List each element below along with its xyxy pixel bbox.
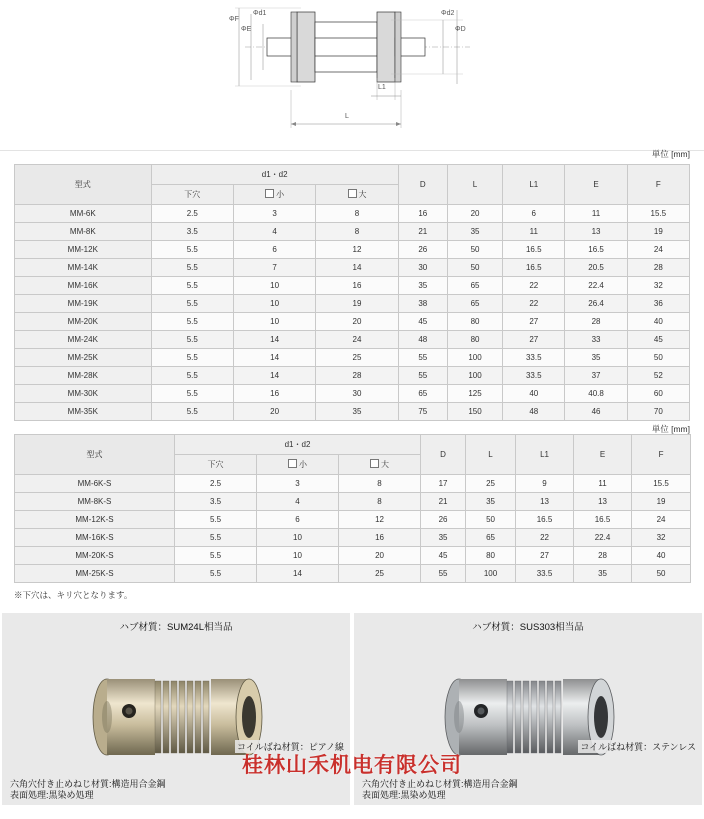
th2-d: D (421, 435, 466, 475)
cell-f: 40 (627, 313, 689, 331)
cell-e: 13 (574, 493, 632, 511)
table-row (15, 493, 691, 511)
cell-model: MM-14K (15, 259, 152, 277)
cell-pilot: 5.5 (151, 403, 233, 421)
left-screw-material-caption: 六角穴付き止めねじ材質:構造用合金鋼 表面処理:黒染め処理 (10, 779, 166, 800)
cell-small: 10 (257, 547, 339, 565)
cell-e: 20.5 (565, 259, 627, 277)
cell-small: 10 (257, 529, 339, 547)
cell-small: 3 (257, 475, 339, 493)
cell-d: 21 (421, 493, 466, 511)
unit-note-top: 単位 [mm] (651, 149, 690, 159)
cell-e: 33 (565, 331, 627, 349)
cell-d: 21 (398, 223, 447, 241)
cell-f: 28 (627, 259, 689, 277)
cell-l: 20 (447, 205, 502, 223)
table-row (15, 277, 690, 295)
th2-l: L (466, 435, 516, 475)
cell-d: 45 (421, 547, 466, 565)
th-bore-small: 小 (233, 185, 315, 205)
cell-f: 70 (627, 403, 689, 421)
dimension-table-standard (14, 164, 690, 421)
cell-d: 55 (421, 565, 466, 583)
cell-pilot: 2.5 (175, 475, 257, 493)
th2-bore-group: d1・d2 (175, 435, 421, 455)
cell-e: 22.4 (565, 277, 627, 295)
table-row (15, 403, 690, 421)
cell-d: 26 (398, 241, 447, 259)
table-row (15, 367, 690, 385)
th-bore-large: 大 (316, 185, 398, 205)
table-row (15, 475, 691, 493)
cell-l1: 9 (516, 475, 574, 493)
cell-l1: 22 (503, 295, 565, 313)
cell-l: 150 (447, 403, 502, 421)
table-row (15, 349, 690, 367)
cell-f: 19 (632, 493, 691, 511)
cell-pilot: 5.5 (175, 565, 257, 583)
cell-f: 52 (627, 367, 689, 385)
cell-l: 80 (447, 331, 502, 349)
cell-f: 32 (632, 529, 691, 547)
cell-d: 35 (421, 529, 466, 547)
coupling-dimension-drawing (205, 0, 505, 145)
cell-l1: 40 (503, 385, 565, 403)
th-f: F (627, 165, 689, 205)
th-l: L (447, 165, 502, 205)
cell-d: 55 (398, 349, 447, 367)
cell-model: MM-12K-S (15, 511, 175, 529)
dim-label-L: L (345, 113, 349, 120)
cell-e: 16.5 (565, 241, 627, 259)
cell-model: MM-19K (15, 295, 152, 313)
cell-d: 16 (398, 205, 447, 223)
cell-l1: 33.5 (503, 367, 565, 385)
watermark-company-name: 桂林山禾机电有限公司 (242, 754, 462, 777)
cell-d: 55 (398, 367, 447, 385)
product-photo-row (0, 613, 704, 805)
cell-e: 28 (574, 547, 632, 565)
cell-model: MM-20K (15, 313, 152, 331)
cell-large: 8 (316, 223, 398, 241)
cell-small: 14 (233, 349, 315, 367)
cell-l: 65 (447, 277, 502, 295)
cell-f: 60 (627, 385, 689, 403)
cell-large: 14 (316, 259, 398, 277)
footnote: ※下穴は、キリ穴となります。 (14, 590, 133, 600)
cell-l: 50 (447, 241, 502, 259)
dim-label-phid2: Φd2 (441, 10, 455, 17)
cell-pilot: 5.5 (151, 331, 233, 349)
right-screw-material-caption: 六角穴付き止めねじ材質:構造用合金鋼 表面処理:黒染め処理 (362, 779, 518, 800)
cell-pilot: 5.5 (151, 277, 233, 295)
th2-bore-small: 小 (257, 455, 339, 475)
cell-l1: 16.5 (503, 259, 565, 277)
cell-l1: 22 (516, 529, 574, 547)
cell-large: 8 (339, 493, 421, 511)
cell-l1: 33.5 (503, 349, 565, 367)
cell-large: 8 (316, 205, 398, 223)
cell-small: 16 (233, 385, 315, 403)
cell-e: 16.5 (574, 511, 632, 529)
cell-large: 30 (316, 385, 398, 403)
cell-small: 14 (257, 565, 339, 583)
cell-large: 24 (316, 331, 398, 349)
cell-pilot: 5.5 (151, 385, 233, 403)
cell-small: 20 (233, 403, 315, 421)
cell-pilot: 2.5 (151, 205, 233, 223)
cell-model: MM-6K (15, 205, 152, 223)
cell-f: 40 (632, 547, 691, 565)
cell-large: 19 (316, 295, 398, 313)
cell-f: 45 (627, 331, 689, 349)
cell-d: 17 (421, 475, 466, 493)
cell-e: 35 (574, 565, 632, 583)
table-row (15, 529, 691, 547)
cell-small: 14 (233, 367, 315, 385)
cell-f: 36 (627, 295, 689, 313)
cell-l: 100 (466, 565, 516, 583)
cell-large: 8 (339, 475, 421, 493)
cell-pilot: 5.5 (151, 259, 233, 277)
th-d: D (398, 165, 447, 205)
table-row (15, 331, 690, 349)
cell-e: 37 (565, 367, 627, 385)
right-spring-material-caption: コイルばね材質：ステンレス (580, 742, 696, 752)
table-row (15, 385, 690, 403)
right-hub-material-caption: ハブ材質：SUS303相当品 (470, 619, 585, 633)
cell-small: 10 (233, 313, 315, 331)
cell-e: 40.8 (565, 385, 627, 403)
cell-l: 50 (466, 511, 516, 529)
cell-model: MM-35K (15, 403, 152, 421)
cell-l1: 48 (503, 403, 565, 421)
table-row (15, 313, 690, 331)
dim-label-phiE: ΦE (241, 26, 252, 33)
cell-l: 35 (466, 493, 516, 511)
cell-l1: 33.5 (516, 565, 574, 583)
cell-pilot: 5.5 (175, 529, 257, 547)
th-pilot-hole: 下穴 (151, 185, 233, 205)
cell-large: 25 (316, 349, 398, 367)
cell-d: 45 (398, 313, 447, 331)
cell-l1: 27 (503, 331, 565, 349)
cell-d: 30 (398, 259, 447, 277)
th2-f: F (632, 435, 691, 475)
cell-model: MM-20K-S (15, 547, 175, 565)
dimension-drawing-area (0, 0, 704, 159)
left-hub-material-caption: ハブ材質：SUM24L相当品 (118, 619, 235, 633)
cell-l: 100 (447, 367, 502, 385)
cell-small: 4 (257, 493, 339, 511)
cell-d: 35 (398, 277, 447, 295)
cell-e: 22.4 (574, 529, 632, 547)
dim-label-phiD: ΦD (455, 26, 466, 33)
cell-large: 20 (316, 313, 398, 331)
cell-f: 15.5 (632, 475, 691, 493)
cell-e: 28 (565, 313, 627, 331)
cell-large: 20 (339, 547, 421, 565)
cell-pilot: 5.5 (151, 313, 233, 331)
cell-l1: 16.5 (516, 511, 574, 529)
cell-small: 3 (233, 205, 315, 223)
table-row (15, 565, 691, 583)
cell-model: MM-28K (15, 367, 152, 385)
cell-d: 38 (398, 295, 447, 313)
checkbox-icon (288, 459, 297, 468)
table-row (15, 295, 690, 313)
cell-e: 11 (565, 205, 627, 223)
cell-model: MM-25K (15, 349, 152, 367)
cell-f: 24 (627, 241, 689, 259)
th2-model: 型式 (15, 435, 175, 475)
cell-f: 19 (627, 223, 689, 241)
cell-small: 10 (233, 277, 315, 295)
cell-model: MM-6K-S (15, 475, 175, 493)
table-row (15, 241, 690, 259)
left-spring-material-caption: コイルばね材質：ピアノ線 (236, 742, 344, 752)
table-row (15, 511, 691, 529)
cell-l: 65 (466, 529, 516, 547)
cell-large: 25 (339, 565, 421, 583)
cell-model: MM-12K (15, 241, 152, 259)
cell-l: 50 (447, 259, 502, 277)
cell-l1: 16.5 (503, 241, 565, 259)
cell-l: 65 (447, 295, 502, 313)
cell-e: 26.4 (565, 295, 627, 313)
cell-e: 46 (565, 403, 627, 421)
checkbox-icon (370, 459, 379, 468)
table-row (15, 259, 690, 277)
cell-large: 35 (316, 403, 398, 421)
dimension-table-stainless (14, 434, 691, 583)
th-e: E (565, 165, 627, 205)
cell-d: 48 (398, 331, 447, 349)
cell-pilot: 3.5 (151, 223, 233, 241)
table-row (15, 205, 690, 223)
table-row (15, 223, 690, 241)
unit-note-mid: 単位 [mm] (651, 424, 690, 434)
cell-model: MM-16K (15, 277, 152, 295)
cell-small: 4 (233, 223, 315, 241)
cell-l1: 27 (516, 547, 574, 565)
cell-large: 12 (339, 511, 421, 529)
cell-l: 80 (447, 313, 502, 331)
th2-pilot-hole: 下穴 (175, 455, 257, 475)
checkbox-icon (265, 189, 274, 198)
dim-label-L1: L1 (378, 84, 386, 91)
cell-d: 65 (398, 385, 447, 403)
cell-pilot: 5.5 (175, 511, 257, 529)
cell-model: MM-8K (15, 223, 152, 241)
cell-f: 24 (632, 511, 691, 529)
cell-model: MM-24K (15, 331, 152, 349)
cell-f: 50 (632, 565, 691, 583)
cell-small: 6 (233, 241, 315, 259)
cell-pilot: 5.5 (151, 349, 233, 367)
cell-e: 13 (565, 223, 627, 241)
cell-small: 7 (233, 259, 315, 277)
cell-l1: 27 (503, 313, 565, 331)
cell-small: 14 (233, 331, 315, 349)
cell-d: 75 (398, 403, 447, 421)
cell-l1: 11 (503, 223, 565, 241)
th-l1: L1 (503, 165, 565, 205)
cell-l1: 6 (503, 205, 565, 223)
cell-pilot: 5.5 (151, 367, 233, 385)
cell-pilot: 5.5 (151, 295, 233, 313)
cell-model: MM-30K (15, 385, 152, 403)
cell-l: 80 (466, 547, 516, 565)
cell-model: MM-8K-S (15, 493, 175, 511)
cell-e: 35 (565, 349, 627, 367)
cell-f: 32 (627, 277, 689, 295)
checkbox-icon (348, 189, 357, 198)
th2-e: E (574, 435, 632, 475)
th-bore-group: d1・d2 (151, 165, 398, 185)
cell-f: 50 (627, 349, 689, 367)
cell-l: 100 (447, 349, 502, 367)
cell-large: 16 (316, 277, 398, 295)
cell-pilot: 5.5 (151, 241, 233, 259)
table-row (15, 547, 691, 565)
cell-f: 15.5 (627, 205, 689, 223)
cell-large: 28 (316, 367, 398, 385)
cell-l: 125 (447, 385, 502, 403)
cell-large: 16 (339, 529, 421, 547)
cell-e: 11 (574, 475, 632, 493)
cell-model: MM-16K-S (15, 529, 175, 547)
cell-large: 12 (316, 241, 398, 259)
cell-l: 25 (466, 475, 516, 493)
dim-label-phid1: Φd1 (253, 10, 267, 17)
cell-d: 26 (421, 511, 466, 529)
cell-l1: 22 (503, 277, 565, 295)
cell-l: 35 (447, 223, 502, 241)
cell-l1: 13 (516, 493, 574, 511)
th2-bore-large: 大 (339, 455, 421, 475)
cell-pilot: 3.5 (175, 493, 257, 511)
cell-pilot: 5.5 (175, 547, 257, 565)
cell-small: 10 (233, 295, 315, 313)
cell-small: 6 (257, 511, 339, 529)
th-model: 型式 (15, 165, 152, 205)
th2-l1: L1 (516, 435, 574, 475)
dim-label-phiF: ΦF (229, 16, 239, 23)
cell-model: MM-25K-S (15, 565, 175, 583)
